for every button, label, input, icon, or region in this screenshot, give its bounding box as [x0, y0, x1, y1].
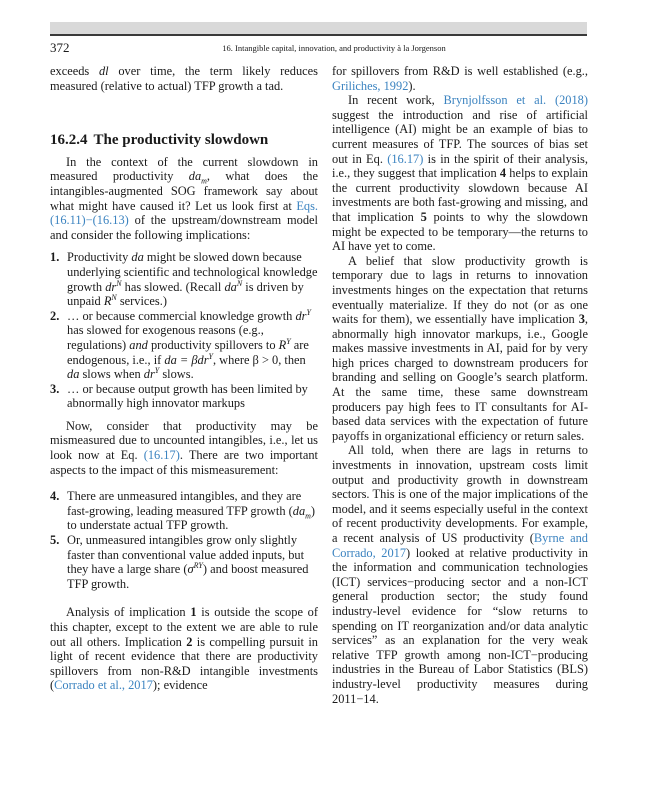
- analysis-paragraph: Analysis of implication 1 is outside the scope of this chapter, except to the extent we are able to rule out all others. Implication 2 is compelling pursuit in light of recent evidence that there are productivity spillovers from non-R&D intangible investments (Corrado et al., 2017); evidence: [50, 605, 319, 693]
- list-item: 5. Or, unmeasured intangibles grow only slightly faster than conventional value added inputs, but they have a large share $(\sigma^{RY})$ and boost measured TFP growth.: [50, 533, 309, 591]
- intro-paragraph: In the context of the current slowdown in measured productivity $da_m$, what does the intangibles-augmented SOG framework say about what might have caused it? Let us look first at Eqs. (16.11)−(16.13) of the upstream/downstream model and consider the following implications:: [50, 154, 318, 242]
- list-item: 4. There are unmeasured intangibles, and they are fast-growing, leading measured TFP growth $(da_m)$ to understate actual TFP growth.: [50, 489, 316, 533]
- eqs-link[interactable]: Eqs. (16.11)−(16.13): [50, 198, 318, 228]
- list-item: 1. Productivity da might be slowed down because underlying scientific and technological knowledge growth $dr^N$ has slowed. (Recall $da^N$ is driven by unpaid $R^N$ services.): [50, 250, 318, 309]
- lags-paragraph: A belief that slow productivity growth is temporary due to lags in returns to innovation investments hinges on the expectation that returns eventually materialize. If they do not (or as one waits for them), we essentially have implication 3, abnormally high innovator markups, i.e., Google makes massive investments in AI, paid for by very high prices charged to downstream producers for branding and selling on Google’s search platform. At the same time, these same downstream producers pay high fees to IT consultants for AI-based data services with the expectation of future payoffs in organizational efficiency or return sales.: [332, 253, 588, 443]
- right-column: [332, 64, 588, 706]
- all-told-paragraph: All told, when there are lags in returns to investments in innovation, upstream costs limit output and productivity growth in downstream sectors. This is one of the major implications of the model, and it seems especially useful in the context of recent productivity developments. For example, a recent analysis of US productivity (Byrne and Corrado, 2017) looked at relative productivity in the information and communication technologies (ICT) services−producing sector and a non-ICT general production sector; the study found industry-level evidence for “slow returns to spending on IT reorganization and/or data analytic services” as an explanation for the very weak relative TFP growth among non-ICT−producing industries in the Bureau of Labor Statistics (BLS) industry-level productivity measures during 2011−14.: [332, 443, 588, 706]
- header-bar: [50, 22, 587, 34]
- running-head: 16. Intangible capital, innovation, and productivity à la Jorgenson: [222, 43, 446, 53]
- section-title: The productivity slowdown: [93, 132, 269, 149]
- implications-list-1: [50, 250, 318, 411]
- list-item: 2. … or because commercial knowledge growth $dr^Y$ has slowed for exogenous reasons (e.g., regulations) and productivity spillovers to $R^Y$ are endogenous, i.e., if da = βdr$^Y$, where β > 0, then da slows when $dr^Y$ slows.: [50, 307, 311, 382]
- brynjolfsson-2018-link[interactable]: Brynjolfsson et al. (2018): [443, 93, 588, 108]
- left-column: [50, 64, 318, 693]
- eq-16-17-link-2[interactable]: (16.17): [387, 151, 424, 166]
- griliches-1992-link[interactable]: Griliches, 1992: [332, 78, 409, 93]
- byrne-corrado-2017-link[interactable]: Byrne and Corrado, 2017: [332, 531, 588, 560]
- header-rule: [50, 34, 587, 36]
- eq-16-17-link[interactable]: (16.17): [143, 448, 180, 463]
- continued-paragraph: exceeds dl over time, the term likely reduces measured (relative to actual) TFP growth a tad.: [50, 64, 319, 93]
- implications-list-2: [50, 489, 318, 591]
- section-number: 16.2.4: [50, 132, 88, 149]
- corrado-2017-link[interactable]: Corrado et al., 2017: [54, 678, 153, 693]
- mismeasure-paragraph: Now, consider that productivity may be mismeasured due to uncounted intangibles, i.e., let us look now at Eq. (16.17). There are two important aspects to the impact of this mismeasurement:: [50, 418, 318, 477]
- spillovers-paragraph: for spillovers from R&D is well established (e.g., Griliches, 1992).: [332, 64, 588, 93]
- section-heading: [50, 133, 318, 148]
- page-number: 372: [50, 40, 70, 55]
- ai-paragraph: In recent work, Brynjolfsson et al. (2018) suggest the introduction and rise of artificial intelligence (AI) might be an example of bias to current measures of TFP. The sources of bias set out in Eq. (16.17) is in the spirit of their analysis, i.e., they suggest that implication 4 helps to explain the current productivity slowdown because AI investments are both fast-growing and missing, and that implication 5 points to why the slowdown might be expected to be temporary—the returns to AI have yet to come.: [332, 93, 589, 254]
- list-item: 3. … or because output growth has been limited by abnormally high innovator markups: [50, 381, 308, 411]
